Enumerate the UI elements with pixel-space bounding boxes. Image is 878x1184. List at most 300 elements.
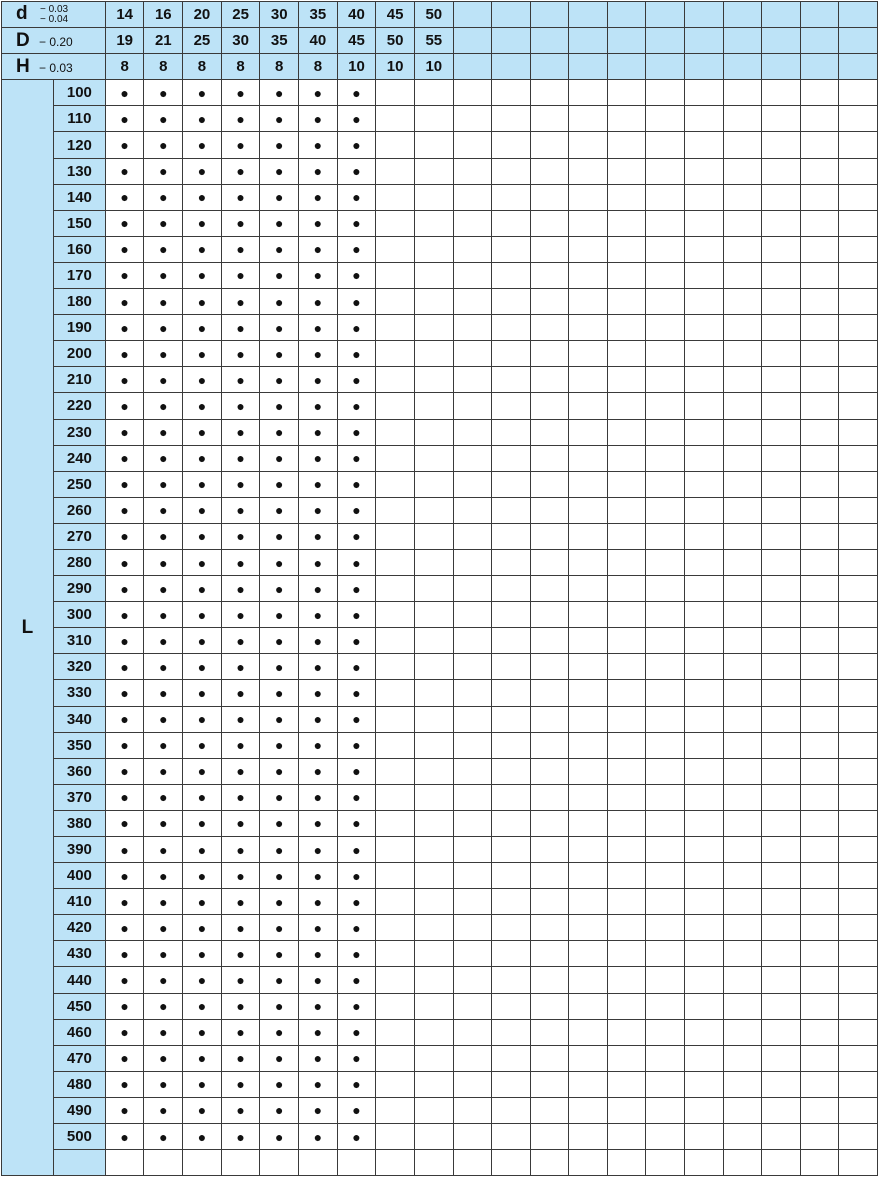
availability-cell	[376, 236, 415, 262]
availability-cell: ●	[221, 967, 260, 993]
availability-cell	[492, 941, 531, 967]
availability-cell: ●	[299, 210, 338, 236]
availability-cell: ●	[183, 732, 222, 758]
length-value: 100	[53, 80, 105, 106]
availability-cell: ●	[260, 967, 299, 993]
length-row	[2, 602, 878, 628]
availability-cell	[762, 1124, 801, 1150]
availability-cell	[723, 1019, 762, 1045]
header-value-cell	[569, 28, 608, 54]
availability-cell	[607, 837, 646, 863]
availability-cell	[530, 993, 569, 1019]
availability-cell	[530, 549, 569, 575]
availability-cell	[646, 393, 685, 419]
availability-cell: ●	[337, 576, 376, 602]
availability-cell	[414, 471, 453, 497]
availability-cell: ●	[260, 941, 299, 967]
availability-cell: ●	[299, 158, 338, 184]
availability-cell: ●	[183, 1045, 222, 1071]
availability-cell: ●	[144, 549, 183, 575]
availability-cell: ●	[299, 471, 338, 497]
availability-cell	[684, 1124, 723, 1150]
availability-cell	[569, 915, 608, 941]
header-value-cell: 8	[105, 54, 144, 80]
availability-cell	[800, 210, 839, 236]
availability-cell: ●	[221, 549, 260, 575]
header-value-cell	[723, 2, 762, 28]
availability-cell	[646, 210, 685, 236]
length-row	[2, 628, 878, 654]
length-value: 150	[53, 210, 105, 236]
availability-cell: ●	[183, 497, 222, 523]
availability-cell: ●	[105, 967, 144, 993]
availability-cell	[800, 915, 839, 941]
availability-cell	[530, 837, 569, 863]
availability-cell	[607, 967, 646, 993]
availability-cell	[376, 863, 415, 889]
length-value	[53, 1150, 105, 1176]
availability-cell	[569, 1124, 608, 1150]
availability-cell	[569, 732, 608, 758]
tolerance-upper: − 0.03	[40, 4, 69, 16]
availability-cell	[530, 654, 569, 680]
availability-cell	[723, 837, 762, 863]
availability-cell	[569, 1071, 608, 1097]
availability-cell	[723, 1045, 762, 1071]
availability-cell: ●	[105, 341, 144, 367]
availability-cell	[684, 393, 723, 419]
length-value: 170	[53, 262, 105, 288]
availability-cell: ●	[183, 132, 222, 158]
header-value-cell: 55	[414, 28, 453, 54]
availability-cell	[376, 262, 415, 288]
availability-cell: ●	[221, 523, 260, 549]
availability-cell	[839, 1097, 878, 1123]
availability-cell	[569, 106, 608, 132]
availability-cell	[530, 393, 569, 419]
availability-cell: ●	[183, 889, 222, 915]
availability-cell: ●	[299, 393, 338, 419]
availability-cell: ●	[221, 863, 260, 889]
length-row	[2, 1045, 878, 1071]
availability-cell	[376, 628, 415, 654]
header-value-cell	[646, 54, 685, 80]
availability-cell: ●	[105, 1097, 144, 1123]
availability-cell	[569, 236, 608, 262]
availability-cell: ●	[337, 367, 376, 393]
availability-cell: ●	[221, 889, 260, 915]
availability-cell: ●	[299, 80, 338, 106]
availability-cell	[839, 262, 878, 288]
availability-cell	[414, 784, 453, 810]
availability-cell: ●	[337, 184, 376, 210]
availability-cell	[414, 236, 453, 262]
availability-cell	[800, 523, 839, 549]
availability-cell	[569, 602, 608, 628]
header-value-cell: 45	[376, 2, 415, 28]
availability-cell: ●	[221, 445, 260, 471]
availability-cell: ●	[221, 654, 260, 680]
availability-cell	[607, 1019, 646, 1045]
availability-cell	[723, 549, 762, 575]
availability-cell	[800, 262, 839, 288]
header-value-cell: 8	[144, 54, 183, 80]
availability-cell	[839, 1019, 878, 1045]
availability-cell: ●	[183, 523, 222, 549]
availability-cell: ●	[144, 80, 183, 106]
availability-cell: ●	[183, 210, 222, 236]
availability-cell	[762, 628, 801, 654]
availability-cell	[569, 367, 608, 393]
availability-cell: ●	[299, 758, 338, 784]
availability-cell	[453, 680, 492, 706]
availability-cell	[453, 315, 492, 341]
length-value: 140	[53, 184, 105, 210]
availability-cell	[762, 837, 801, 863]
availability-cell	[530, 419, 569, 445]
availability-cell	[839, 132, 878, 158]
availability-cell	[839, 993, 878, 1019]
availability-cell	[684, 680, 723, 706]
availability-cell: ●	[144, 445, 183, 471]
header-value-cell	[646, 2, 685, 28]
availability-cell	[607, 210, 646, 236]
availability-cell: ●	[299, 837, 338, 863]
availability-cell	[492, 758, 531, 784]
availability-cell	[607, 367, 646, 393]
availability-cell	[492, 915, 531, 941]
length-row	[2, 967, 878, 993]
availability-cell	[453, 628, 492, 654]
availability-cell: ●	[105, 289, 144, 315]
availability-cell: ●	[105, 784, 144, 810]
availability-cell: ●	[105, 576, 144, 602]
availability-cell: ●	[144, 941, 183, 967]
availability-cell	[607, 732, 646, 758]
length-value: 500	[53, 1124, 105, 1150]
availability-cell	[453, 576, 492, 602]
availability-cell	[414, 262, 453, 288]
availability-cell	[376, 315, 415, 341]
availability-cell: ●	[221, 837, 260, 863]
availability-cell: ●	[105, 158, 144, 184]
availability-cell	[414, 732, 453, 758]
availability-cell	[684, 863, 723, 889]
availability-cell: ●	[299, 863, 338, 889]
availability-cell	[607, 915, 646, 941]
availability-cell: ●	[105, 80, 144, 106]
availability-cell	[839, 80, 878, 106]
header-value-cell	[607, 2, 646, 28]
availability-cell	[376, 445, 415, 471]
availability-cell: ●	[299, 602, 338, 628]
availability-cell: ●	[183, 654, 222, 680]
availability-cell	[762, 523, 801, 549]
header-value-cell	[839, 28, 878, 54]
availability-cell	[762, 132, 801, 158]
availability-cell	[453, 837, 492, 863]
availability-cell: ●	[337, 315, 376, 341]
length-row	[2, 419, 878, 445]
availability-cell	[453, 106, 492, 132]
availability-cell	[800, 471, 839, 497]
availability-cell	[569, 967, 608, 993]
availability-cell	[144, 1150, 183, 1176]
availability-cell	[530, 732, 569, 758]
availability-cell	[723, 393, 762, 419]
availability-cell	[607, 993, 646, 1019]
length-value: 120	[53, 132, 105, 158]
availability-cell	[800, 132, 839, 158]
availability-cell	[684, 1071, 723, 1097]
availability-cell	[684, 810, 723, 836]
availability-cell	[492, 1045, 531, 1071]
availability-cell	[414, 654, 453, 680]
availability-cell	[530, 1097, 569, 1123]
availability-cell	[646, 576, 685, 602]
availability-cell: ●	[260, 732, 299, 758]
availability-cell: ●	[144, 419, 183, 445]
availability-cell	[762, 262, 801, 288]
availability-cell: ●	[260, 1124, 299, 1150]
availability-cell	[607, 1071, 646, 1097]
availability-cell	[800, 236, 839, 262]
availability-cell: ●	[260, 523, 299, 549]
availability-cell	[492, 784, 531, 810]
length-value: 340	[53, 706, 105, 732]
availability-cell: ●	[183, 863, 222, 889]
length-value: 160	[53, 236, 105, 262]
header-value-cell: 50	[414, 2, 453, 28]
availability-cell	[646, 889, 685, 915]
availability-cell	[453, 1071, 492, 1097]
header-value-cell: 40	[299, 28, 338, 54]
availability-cell: ●	[105, 993, 144, 1019]
availability-cell: ●	[221, 680, 260, 706]
availability-cell	[607, 1150, 646, 1176]
length-row	[2, 184, 878, 210]
availability-cell: ●	[144, 236, 183, 262]
availability-cell	[607, 262, 646, 288]
tolerance	[40, 5, 68, 25]
length-value: 490	[53, 1097, 105, 1123]
availability-cell	[800, 784, 839, 810]
availability-cell	[453, 523, 492, 549]
availability-cell	[376, 810, 415, 836]
availability-cell	[684, 549, 723, 575]
availability-cell	[530, 210, 569, 236]
tolerance-lower: − 0.04	[40, 14, 69, 26]
availability-cell	[530, 1124, 569, 1150]
availability-cell	[684, 236, 723, 262]
availability-cell	[800, 967, 839, 993]
availability-cell: ●	[299, 367, 338, 393]
availability-cell	[607, 1097, 646, 1123]
availability-cell	[376, 497, 415, 523]
availability-cell	[646, 863, 685, 889]
availability-cell: ●	[144, 262, 183, 288]
availability-cell	[723, 680, 762, 706]
length-row	[2, 706, 878, 732]
availability-cell	[492, 549, 531, 575]
availability-cell	[839, 784, 878, 810]
availability-cell	[569, 210, 608, 236]
availability-cell: ●	[105, 106, 144, 132]
availability-cell: ●	[105, 915, 144, 941]
availability-cell	[800, 1045, 839, 1071]
availability-cell	[530, 262, 569, 288]
length-value: 300	[53, 602, 105, 628]
length-row	[2, 262, 878, 288]
availability-cell	[646, 967, 685, 993]
availability-cell	[530, 576, 569, 602]
availability-cell	[839, 106, 878, 132]
length-row	[2, 236, 878, 262]
availability-cell: ●	[299, 810, 338, 836]
availability-cell: ●	[183, 1071, 222, 1097]
availability-cell: ●	[183, 80, 222, 106]
availability-cell: ●	[337, 210, 376, 236]
availability-cell	[839, 184, 878, 210]
header-value-cell	[492, 54, 531, 80]
availability-cell	[723, 1071, 762, 1097]
length-row	[2, 1019, 878, 1045]
availability-cell	[646, 523, 685, 549]
availability-cell	[684, 471, 723, 497]
availability-cell: ●	[337, 889, 376, 915]
availability-cell: ●	[299, 315, 338, 341]
availability-cell: ●	[221, 602, 260, 628]
availability-cell	[839, 654, 878, 680]
length-value: 180	[53, 289, 105, 315]
header-value-cell	[607, 54, 646, 80]
availability-cell	[800, 680, 839, 706]
length-value: 130	[53, 158, 105, 184]
availability-cell: ●	[337, 262, 376, 288]
availability-cell: ●	[299, 784, 338, 810]
availability-cell	[646, 132, 685, 158]
availability-cell	[723, 602, 762, 628]
length-row	[2, 941, 878, 967]
availability-cell	[646, 915, 685, 941]
availability-cell	[800, 289, 839, 315]
availability-cell	[414, 941, 453, 967]
availability-cell	[530, 1045, 569, 1071]
availability-cell	[492, 184, 531, 210]
availability-cell	[607, 602, 646, 628]
availability-cell	[530, 132, 569, 158]
availability-cell	[607, 106, 646, 132]
availability-cell	[800, 706, 839, 732]
availability-cell	[453, 471, 492, 497]
availability-cell	[453, 810, 492, 836]
header-value-cell: 35	[299, 2, 338, 28]
availability-cell	[376, 80, 415, 106]
availability-cell	[762, 941, 801, 967]
availability-cell	[492, 236, 531, 262]
availability-cell	[492, 210, 531, 236]
availability-cell	[607, 523, 646, 549]
availability-cell: ●	[144, 158, 183, 184]
availability-cell	[492, 732, 531, 758]
availability-cell	[839, 315, 878, 341]
availability-cell	[492, 1071, 531, 1097]
length-row	[2, 576, 878, 602]
availability-cell	[684, 732, 723, 758]
availability-cell: ●	[299, 1097, 338, 1123]
availability-cell	[453, 184, 492, 210]
availability-cell	[569, 80, 608, 106]
availability-cell	[492, 706, 531, 732]
availability-cell	[414, 445, 453, 471]
availability-cell: ●	[221, 132, 260, 158]
length-row	[2, 1071, 878, 1097]
availability-cell	[607, 315, 646, 341]
header-value-cell: 50	[376, 28, 415, 54]
availability-cell	[453, 80, 492, 106]
availability-cell	[684, 497, 723, 523]
availability-cell	[414, 132, 453, 158]
availability-cell	[453, 419, 492, 445]
availability-cell	[492, 445, 531, 471]
availability-cell	[569, 523, 608, 549]
availability-cell: ●	[105, 941, 144, 967]
availability-cell	[492, 523, 531, 549]
availability-cell: ●	[183, 628, 222, 654]
availability-cell: ●	[183, 1097, 222, 1123]
availability-cell: ●	[299, 445, 338, 471]
availability-cell: ●	[183, 706, 222, 732]
length-row	[2, 289, 878, 315]
availability-cell	[530, 471, 569, 497]
header-row-d	[2, 2, 878, 28]
availability-cell: ●	[337, 993, 376, 1019]
availability-cell	[762, 732, 801, 758]
header-value-cell	[607, 28, 646, 54]
availability-cell	[414, 1045, 453, 1071]
availability-cell: ●	[144, 523, 183, 549]
availability-cell	[453, 1097, 492, 1123]
availability-cell	[723, 210, 762, 236]
availability-cell	[684, 289, 723, 315]
availability-cell: ●	[299, 628, 338, 654]
availability-cell	[607, 289, 646, 315]
availability-cell: ●	[144, 210, 183, 236]
availability-cell	[723, 184, 762, 210]
availability-cell	[414, 602, 453, 628]
length-row	[2, 471, 878, 497]
availability-cell	[569, 1150, 608, 1176]
availability-cell	[530, 758, 569, 784]
header-value-cell	[530, 2, 569, 28]
availability-cell	[839, 236, 878, 262]
availability-cell: ●	[105, 184, 144, 210]
availability-cell	[839, 941, 878, 967]
availability-cell	[646, 289, 685, 315]
size-table-wrapper	[1, 1, 878, 1176]
availability-cell	[646, 680, 685, 706]
length-row	[2, 549, 878, 575]
length-value: 200	[53, 341, 105, 367]
availability-cell: ●	[144, 106, 183, 132]
availability-cell: ●	[183, 262, 222, 288]
availability-cell: ●	[260, 889, 299, 915]
availability-cell: ●	[337, 1071, 376, 1097]
availability-cell: ●	[299, 941, 338, 967]
availability-cell: ●	[337, 706, 376, 732]
length-value: 460	[53, 1019, 105, 1045]
length-value: 240	[53, 445, 105, 471]
